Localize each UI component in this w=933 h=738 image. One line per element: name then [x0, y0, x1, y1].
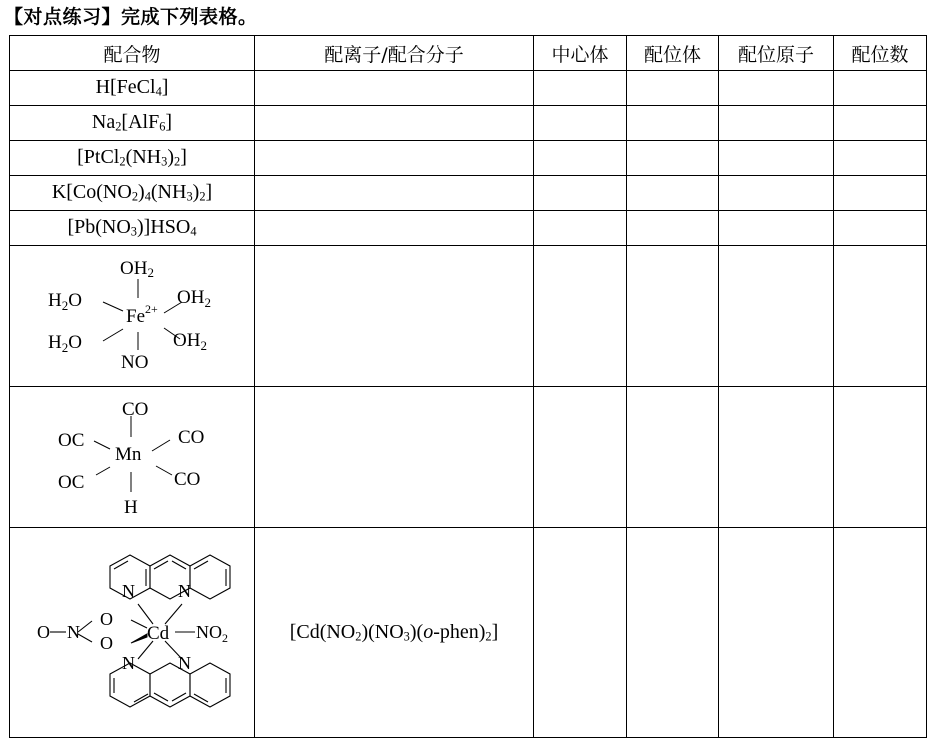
- svg-text:Cd: Cd: [147, 623, 170, 644]
- table-row: [10, 106, 927, 141]
- svg-text:CO: CO: [122, 399, 149, 420]
- svg-text:NO: NO: [121, 352, 149, 373]
- structure-cell-mn: [10, 387, 255, 528]
- answer-cell[interactable]: [255, 246, 534, 387]
- answer-cell[interactable]: [627, 141, 719, 176]
- svg-text:O: O: [100, 609, 113, 629]
- answer-cell[interactable]: [255, 176, 534, 211]
- formula-cell: H[FeCl$_4$]: [10, 71, 255, 106]
- page-title: 【对点练习】完成下列表格。: [4, 6, 258, 28]
- svg-text:CO: CO: [174, 469, 201, 490]
- answer-cell[interactable]: [719, 176, 834, 211]
- answer-cell[interactable]: [255, 387, 534, 528]
- svg-text:O: O: [37, 622, 50, 642]
- answer-cell[interactable]: [834, 528, 927, 738]
- answer-cell[interactable]: [534, 71, 627, 106]
- header-coordination-number: 配位数: [834, 36, 927, 71]
- header-complex: 配合物: [10, 36, 255, 71]
- svg-text:N: N: [67, 622, 80, 642]
- cd-complex-formula-cell: $[Cd(NO_2)(NO_3)(o-phen)_2]$: [255, 528, 534, 738]
- svg-text:OH2: OH2: [120, 258, 154, 280]
- svg-text:O: O: [100, 633, 113, 653]
- svg-text:NO2: $NO_2$: [196, 622, 228, 645]
- answer-cell[interactable]: [255, 106, 534, 141]
- answer-cell[interactable]: [834, 246, 927, 387]
- svg-text:N: N: [178, 653, 191, 673]
- answer-cell[interactable]: [534, 387, 627, 528]
- svg-text:H2O: $H_2O$: [48, 290, 82, 313]
- header-central-atom: 中心体: [534, 36, 627, 71]
- answer-cell[interactable]: [627, 211, 719, 246]
- answer-cell[interactable]: [627, 528, 719, 738]
- answer-cell[interactable]: [255, 71, 534, 106]
- answer-cell[interactable]: [534, 141, 627, 176]
- complex-table: [9, 35, 927, 738]
- answer-cell[interactable]: [534, 106, 627, 141]
- table-row: [10, 176, 927, 211]
- answer-cell[interactable]: [719, 211, 834, 246]
- answer-cell[interactable]: [255, 211, 534, 246]
- cd-complex-structure: [10, 528, 255, 733]
- formula-cell: $K[Co(NO_2)_4(NH_3)_2]$: [10, 176, 255, 211]
- answer-cell[interactable]: [834, 211, 927, 246]
- answer-cell[interactable]: [834, 176, 927, 211]
- answer-cell[interactable]: [719, 106, 834, 141]
- svg-text:CO: CO: [178, 427, 205, 448]
- answer-cell[interactable]: [719, 387, 834, 528]
- answer-cell[interactable]: [719, 246, 834, 387]
- formula-cell: $Na_2[AlF_6]$: [10, 106, 255, 141]
- answer-cell[interactable]: [719, 141, 834, 176]
- header-row: [10, 36, 927, 71]
- answer-cell[interactable]: [255, 141, 534, 176]
- answer-cell[interactable]: [627, 176, 719, 211]
- svg-text:OH2: $OH_2$: [177, 287, 211, 310]
- answer-cell[interactable]: [534, 176, 627, 211]
- answer-cell[interactable]: [719, 528, 834, 738]
- answer-cell[interactable]: [627, 71, 719, 106]
- answer-cell[interactable]: [834, 387, 927, 528]
- answer-cell[interactable]: [627, 106, 719, 141]
- structure-cell-cd: [10, 528, 255, 738]
- svg-text:Mn: Mn: [115, 444, 142, 465]
- svg-text:H2O: $H_2O$: [48, 332, 82, 355]
- table-row: [10, 246, 927, 387]
- answer-cell[interactable]: [627, 246, 719, 387]
- answer-cell[interactable]: [534, 246, 627, 387]
- svg-text:N: N: [178, 581, 191, 601]
- svg-text:OC: OC: [58, 430, 85, 451]
- table-row: [10, 141, 927, 176]
- structure-cell-fe: [10, 246, 255, 387]
- mn-complex-structure: [10, 387, 255, 523]
- answer-cell[interactable]: [834, 141, 927, 176]
- answer-cell[interactable]: [834, 106, 927, 141]
- svg-text:Fe2+: $Fe^{2+}$: [126, 302, 158, 327]
- fe-complex-structure: [10, 246, 255, 382]
- header-complex-ion: 配离子/配合分子: [255, 36, 534, 71]
- svg-text:H: H: [124, 497, 138, 518]
- formula-cell: $[Pb(NO_3)]HSO_4$: [10, 211, 255, 246]
- table-row: [10, 528, 927, 738]
- svg-text:OH2: $OH_2$: [173, 330, 207, 353]
- answer-cell[interactable]: [534, 528, 627, 738]
- header-ligand: 配位体: [627, 36, 719, 71]
- svg-text:N: N: [122, 653, 135, 673]
- answer-cell[interactable]: [834, 71, 927, 106]
- answer-cell[interactable]: [534, 211, 627, 246]
- svg-text:OC: OC: [58, 472, 85, 493]
- answer-cell[interactable]: [627, 387, 719, 528]
- formula-cell: $[PtCl_2(NH_3)_2]$: [10, 141, 255, 176]
- table-row: [10, 71, 927, 106]
- svg-text:N: N: [122, 581, 135, 601]
- header-coordinating-atom: 配位原子: [719, 36, 834, 71]
- table-row: [10, 387, 927, 528]
- table-row: [10, 211, 927, 246]
- answer-cell[interactable]: [719, 71, 834, 106]
